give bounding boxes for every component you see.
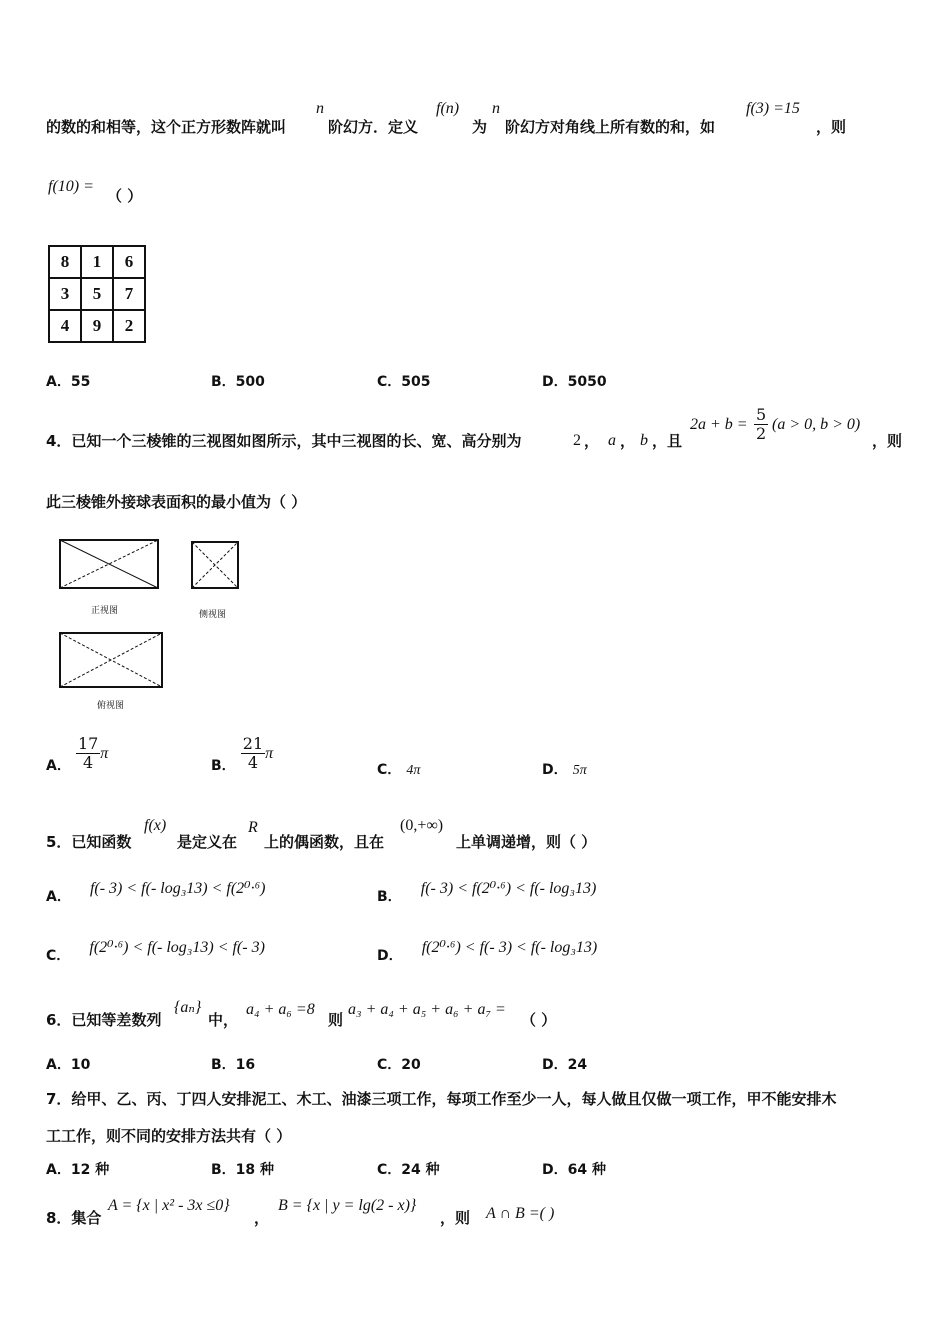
q6-zhong: 中， (208, 1011, 239, 1029)
q4-length: 2 (573, 432, 581, 449)
magic-cell: 4 (49, 310, 81, 342)
option-letter: A． (46, 758, 71, 774)
option-letter: B． (211, 758, 236, 774)
q6-sum: a₃ + a₄ + a₅ + a₆ + a₇ = (348, 1001, 506, 1018)
q4-end: ，则 (872, 432, 903, 450)
f3-example: f(3) =15 (746, 100, 800, 117)
q4-condition-right: (a > 0, b > 0) (772, 416, 861, 433)
pi-symbol: π (265, 745, 274, 762)
q6-condition: a₄ + a₆ =8 (246, 1001, 315, 1018)
question-4-stem (46, 405, 926, 455)
q5-mid1: 是定义在 (177, 833, 238, 851)
q3-option-a: A．55 (46, 374, 91, 390)
question-8-stem (46, 1193, 926, 1233)
q8-lead: 8．集合 (46, 1209, 102, 1227)
q6-option-c: C．20 (377, 1057, 421, 1073)
var-n-2: n (492, 100, 500, 117)
magic-cell: 3 (49, 278, 81, 310)
front-view (60, 540, 158, 588)
q5-interval: (0,+∞) (400, 817, 444, 834)
option-value: 5π (572, 763, 587, 778)
top-view (60, 633, 162, 687)
q5-option-a (46, 878, 266, 905)
magic-cell: 2 (113, 310, 145, 342)
fraction-denominator: 2 (756, 424, 767, 443)
q6-ze: 则 (328, 1011, 344, 1029)
f10-question (48, 175, 143, 205)
q6-option-a: A．10 (46, 1057, 91, 1073)
q4-sep: ， (584, 432, 600, 450)
q7-option-b: B．18 种 (211, 1162, 275, 1178)
q4-qie: ，且 (652, 432, 683, 450)
intro-text-4: 阶幻方对角线上所有数的和，如 (505, 118, 716, 136)
intro-text-5: ，则 (816, 118, 847, 136)
q5-end: 上单调递增，则（ ） (456, 833, 597, 851)
q6-lead: 6．已知等差数列 (46, 1011, 162, 1029)
question-5-stem (46, 815, 926, 855)
answer-paren: （ ） (107, 187, 143, 205)
q4-option-a (46, 735, 108, 772)
q4-var-b: b (640, 432, 648, 449)
question-6-stem (46, 995, 926, 1035)
q6-option-d: D．24 (542, 1057, 588, 1073)
magic-cell: 7 (113, 278, 145, 310)
option-letter: C． (46, 948, 71, 964)
magic-cell: 8 (49, 246, 81, 278)
magic-cell: 1 (81, 246, 113, 278)
option-value: 4π (406, 763, 421, 778)
fraction-numerator: 5 (756, 405, 767, 424)
q7-option-c: C．24 种 (377, 1162, 440, 1178)
option-letter: B． (377, 889, 402, 905)
q5-R: R (248, 819, 258, 836)
q4-condition-left: 2a + b = (690, 416, 748, 433)
func-fn: f(n) (436, 100, 460, 117)
q5-mid2: 上的偶函数，且在 (264, 833, 385, 851)
option-letter: A． (46, 889, 71, 905)
q8-intersection: A ∩ B =( ) (486, 1205, 555, 1222)
option-fraction: $\frac{21}{4}$ (242, 734, 264, 772)
q7-line2: 工工作，则不同的安排方法共有（ ） (46, 1127, 292, 1145)
side-view-label: 侧视图 (199, 610, 227, 620)
q8-comma: ， (254, 1209, 270, 1227)
q4-line2: 此三棱锥外接球表面积的最小值为（ ） (46, 493, 307, 511)
top-view-label: 俯视图 (97, 701, 125, 711)
var-n: n (316, 100, 324, 117)
magic-cell: 6 (113, 246, 145, 278)
side-view (192, 542, 238, 588)
q4-option-b (211, 735, 273, 772)
intro-text-1: 的数的和相等，这个正方形数阵就叫 (46, 118, 287, 136)
q4-lead: 4．已知一个三棱锥的三视图如图所示，其中三视图的长、宽、高分别为 (46, 432, 522, 450)
q5-option-b (377, 878, 597, 905)
option-fraction: $\frac{17}{4}$ (77, 734, 99, 772)
pi-symbol: π (100, 745, 109, 762)
option-value: f(- 3) < f(2⁰·⁶) < f(- log₃13) (420, 880, 597, 897)
option-value: f(2⁰·⁶) < f(- 3) < f(- log₃13) (421, 939, 598, 956)
magic-cell: 9 (81, 310, 113, 342)
magic-square (48, 245, 146, 343)
q3-option-c: C．505 (377, 374, 431, 390)
q8-set-a: A = {x | x² - 3x ≤0} (108, 1197, 230, 1214)
q8-set-b: B = {x | y = lg(2 - x)} (278, 1197, 417, 1214)
q6-sequence: {aₙ} (174, 999, 202, 1016)
option-letter: D． (377, 948, 403, 964)
q8-ze: ，则 (440, 1209, 471, 1227)
intro-text-2: 阶幻方．定义 (328, 118, 419, 136)
three-view-diagram (55, 535, 255, 715)
q5-option-c (46, 937, 265, 964)
q3-option-b: B．500 (211, 374, 265, 390)
q5-lead: 5．已知函数 (46, 833, 132, 851)
intro-text-3: 为 (472, 118, 488, 136)
option-value: f(- 3) < f(- log₃13) < f(2⁰·⁶) (89, 880, 266, 897)
q4-var-a: a (608, 432, 616, 449)
q5-fx: f(x) (144, 817, 167, 834)
q7-line1: 7．给甲、乙、丙、丁四人安排泥工、木工、油漆三项工作，每项工作至少一人，每人做且仅做一项工作，甲不能安排木 (46, 1090, 837, 1108)
q4-option-d (542, 759, 587, 779)
magic-cell: 5 (81, 278, 113, 310)
front-view-label: 正视图 (91, 606, 119, 616)
option-value: f(2⁰·⁶) < f(- log₃13) < f(- 3) (89, 939, 265, 956)
f10-expr: f(10) = (48, 178, 94, 195)
q4-sep: ， (620, 432, 636, 450)
q6-option-b: B．16 (211, 1057, 256, 1073)
q4-option-c (377, 759, 420, 779)
option-letter: C． (377, 762, 402, 778)
q4-fraction (754, 406, 768, 443)
q7-option-d: D．64 种 (542, 1162, 606, 1178)
q7-option-a: A．12 种 (46, 1162, 110, 1178)
q6-paren: （ ） (521, 1011, 557, 1029)
intro-line (46, 100, 926, 140)
q5-option-d (377, 937, 598, 964)
q3-option-d: D．5050 (542, 374, 607, 390)
option-letter: D． (542, 762, 568, 778)
